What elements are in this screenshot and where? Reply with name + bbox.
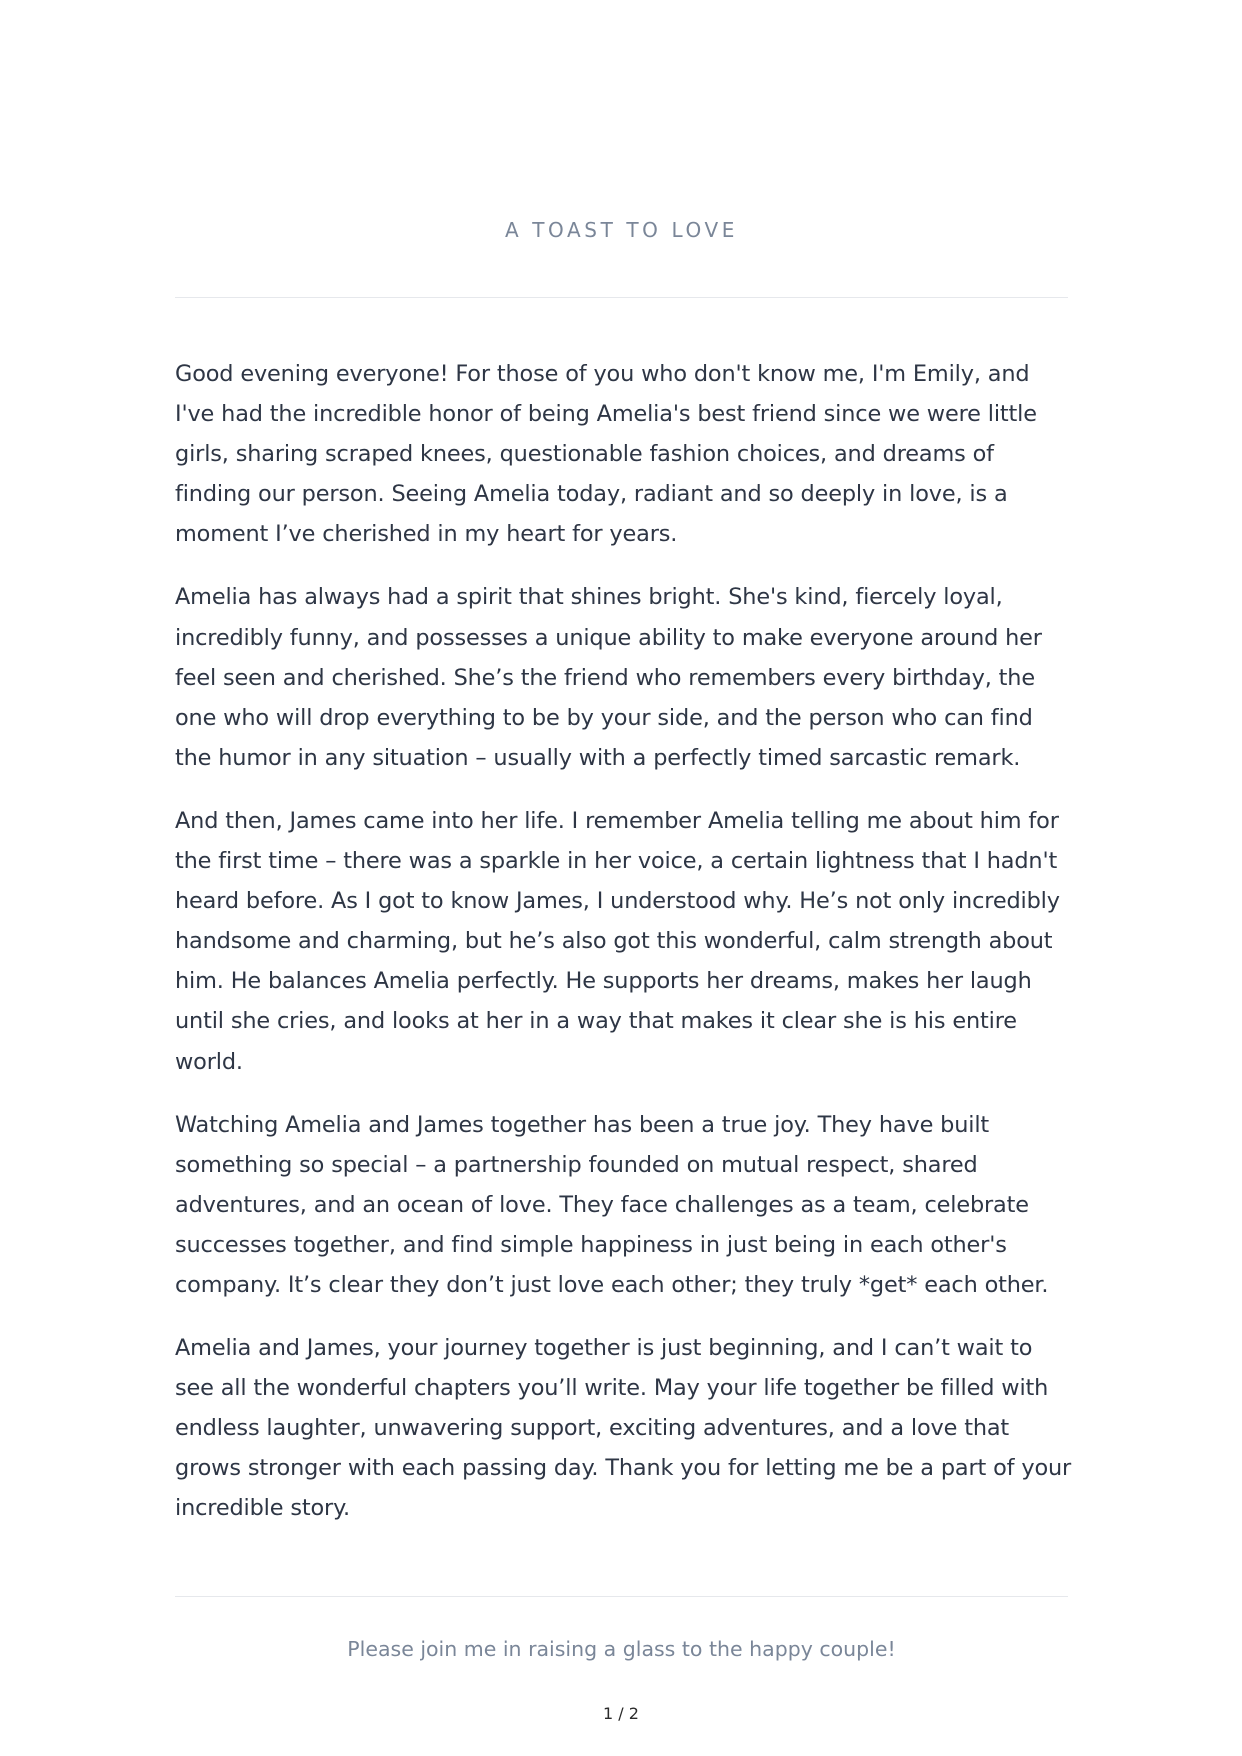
paragraph-4: Watching Amelia and James together has been a true joy. They have built something so special – a partnership founded on mutual respect, shared adventures, and an ocean of love. They face challenges as a team, celebrate successes together, and find simple happiness in just being in each other's company. It’s clear they don’t just love each other; they truly *get* each other. [175,1111,1049,1298]
paragraph-1: Good evening everyone! For those of you who don't know me, I'm Emily, and I've had the incredible honor of being Amelia's best friend since we were little girls, sharing scraped knees, questionable fashion choices, and dreams of finding our person. Seeing Amelia today, radiant and so deeply in love, is a moment I’ve cherished in my heart for years. [175,361,1037,548]
paragraph-3: And then, James came into her life. I remember Amelia telling me about him for the first time – there was a sparkle in her voice, a certain lightness that I hadn't heard before. As I got to know James, I understood why. He’s not only incredibly handsome and charming, but he’s also got this wonderful, calm strength about him. He balances Amelia perfectly. He supports her dreams, makes her laugh until she cries, and looks at her in a way that makes it clear she is his entire world. [175,807,1060,1075]
closing-line: Please join me in raising a glass to the happy couple! [347,1637,896,1661]
page-number: 1 / 2 [603,1704,639,1723]
top-divider [175,297,1068,298]
paragraph-5: Amelia and James, your journey together is just beginning, and I can’t wait to see all the wonderful chapters you’ll write. May your life together be filled with endless laughter, unwavering support, exciting adventures, and a love that grows stronger with each passing day. Thank you for letting me be a part of your incredible story. [175,1335,1072,1522]
paragraph-2: Amelia has always had a spirit that shines bright. She's kind, fiercely loyal, incredibly funny, and possesses a unique ability to make everyone around her feel seen and cherished. She’s the friend who remembers every birthday, the one who will drop everything to be by your side, and the person who can find the humor in any situation – usually with a perfectly timed sarcastic remark. [175,584,1042,771]
toast-body [175,354,1075,1552]
document-title: A TOAST TO LOVE [504,218,739,242]
bottom-divider [175,1596,1068,1597]
